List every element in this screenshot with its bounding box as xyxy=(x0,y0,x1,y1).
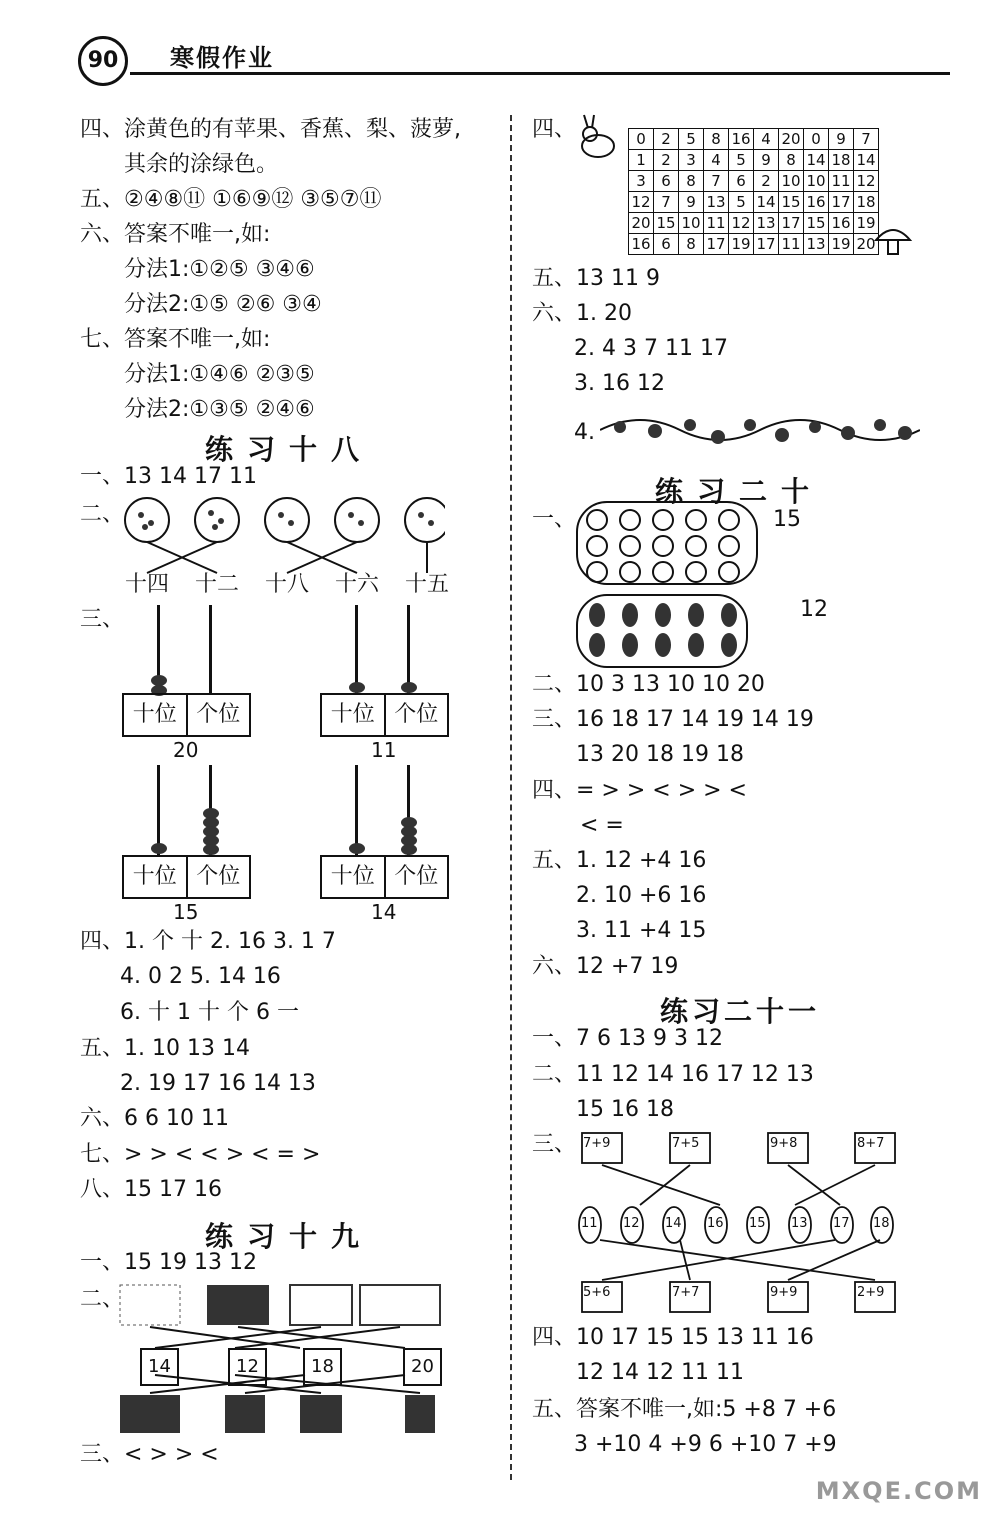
maze-cell: 5 xyxy=(679,129,704,150)
ex18-answer-6: 六、6 6 10 11 xyxy=(80,1106,229,1131)
answer-6-method1: 分法1:①②⑤ ③④⑥ xyxy=(124,257,315,282)
maze-cell: 10 xyxy=(679,213,704,234)
section-title-19: 练习十九 xyxy=(205,1220,374,1253)
rabbit-bottom-1: 5+6 xyxy=(583,1285,611,1300)
rabbit-top-4: 8+7 xyxy=(857,1136,885,1151)
maze-cell: 14 xyxy=(804,150,829,171)
plate-label-3: 十八 xyxy=(265,572,310,597)
abacus-value: 20 xyxy=(173,738,199,762)
maze-cell: 15 xyxy=(804,213,829,234)
ex21-answer-2-line2: 15 16 18 xyxy=(576,1097,674,1122)
carrot-8: 18 xyxy=(873,1216,890,1231)
maze-cell: 18 xyxy=(854,192,879,213)
carrot-5: 15 xyxy=(749,1216,766,1231)
rabbit-bottom-2: 7+7 xyxy=(672,1285,700,1300)
maze-cell: 9 xyxy=(754,150,779,171)
maze-cell: 2 xyxy=(654,150,679,171)
maze-cell: 2 xyxy=(654,129,679,150)
maze-cell: 7 xyxy=(654,192,679,213)
ex20-answer-4-line2: < = xyxy=(580,813,624,838)
ex20-answer-5-line2: 2. 10 +6 16 xyxy=(576,883,707,908)
maze-cell: 13 xyxy=(804,234,829,255)
maze-cell: 15 xyxy=(654,213,679,234)
abacus-bead xyxy=(401,682,417,693)
maze-cell: 19 xyxy=(729,234,754,255)
maze-cell: 11 xyxy=(704,213,729,234)
rabbit-icon xyxy=(568,112,628,164)
maze-cell: 0 xyxy=(629,129,654,150)
maze-cell: 17 xyxy=(779,213,804,234)
maze-cell: 3 xyxy=(679,150,704,171)
ex20-answer-4-line1: 四、= > > < > > < xyxy=(532,778,747,803)
maze-cell: 5 xyxy=(729,150,754,171)
ex19-answer-2: 二、 xyxy=(80,1287,125,1312)
ones-label: 个位 xyxy=(186,857,250,897)
tens-label: 十位 xyxy=(330,702,375,727)
ex18-answer-2: 二、 xyxy=(80,502,125,527)
ex18-answer-4-line2: 4. 0 2 5. 14 16 xyxy=(120,964,281,989)
abacus-bead xyxy=(401,844,417,855)
carrot-1: 11 xyxy=(581,1216,598,1231)
ex21-answer-4-line2: 12 14 12 11 11 xyxy=(576,1360,744,1385)
maze-cell: 0 xyxy=(804,129,829,150)
abacus-board xyxy=(320,855,449,899)
maze-cell: 13 xyxy=(754,213,779,234)
abacus-bead xyxy=(349,682,365,693)
maze-cell: 16 xyxy=(804,192,829,213)
maze-cell: 12 xyxy=(629,192,654,213)
ones-label: 个位 xyxy=(384,857,448,897)
maze-cell: 8 xyxy=(679,171,704,192)
rabbit-top-2: 7+5 xyxy=(672,1136,700,1151)
maze-cell: 14 xyxy=(754,192,779,213)
answer-6-right-2: 2. 4 3 7 11 17 xyxy=(574,336,728,361)
ex21-answer-5-line1: 五、答案不唯一,如:5 +8 7 +6 xyxy=(532,1397,837,1422)
rabbits-carrots-matching-figure xyxy=(570,1125,900,1320)
apples-and-corn-figure xyxy=(575,500,760,670)
answer-7-method1: 分法1:①④⑥ ②③⑤ xyxy=(124,362,315,387)
ex18-answer-7: 七、> > < < > < = > xyxy=(80,1142,321,1167)
count-box-3: 18 xyxy=(303,1348,342,1386)
maze-cell: 14 xyxy=(854,150,879,171)
maze-cell: 16 xyxy=(629,234,654,255)
maze-cell: 10 xyxy=(804,171,829,192)
watermark: MXQE.COM xyxy=(815,1477,982,1505)
maze-cell: 16 xyxy=(729,129,754,150)
ex18-answer-3: 三、 xyxy=(80,607,125,632)
ex20-answer-3-line1: 三、16 18 17 14 19 14 19 xyxy=(532,707,814,732)
maze-cell: 10 xyxy=(779,171,804,192)
rabbit-bottom-3: 9+9 xyxy=(770,1285,798,1300)
abacus-bead xyxy=(349,843,365,854)
page-number: 90 xyxy=(78,36,128,86)
abacus-rod xyxy=(355,605,358,693)
ex20-answer-1: 一、 xyxy=(532,507,577,532)
maze-cell: 2 xyxy=(754,171,779,192)
maze-cell: 13 xyxy=(704,192,729,213)
maze-cell: 18 xyxy=(829,150,854,171)
number-maze-grid xyxy=(628,128,879,255)
maze-row xyxy=(629,129,879,150)
answer-6-method2: 分法2:①⑤ ②⑥ ③④ xyxy=(124,292,322,317)
maze-cell: 12 xyxy=(854,171,879,192)
ones-label: 个位 xyxy=(384,695,448,735)
abacus-value: 11 xyxy=(371,738,397,762)
abacus-value: 15 xyxy=(173,900,199,924)
answer-6-right-4: 4. xyxy=(574,420,595,445)
answer-6-right-1: 六、1. 20 xyxy=(532,301,632,326)
maze-cell: 8 xyxy=(704,129,729,150)
maze-cell: 19 xyxy=(829,234,854,255)
maze-cell: 17 xyxy=(704,234,729,255)
ex20-answer-5-line3: 3. 11 +4 15 xyxy=(576,918,707,943)
maze-cell: 11 xyxy=(829,171,854,192)
answer-5: 五、②④⑧⑪ ①⑥⑨⑫ ③⑤⑦⑪ xyxy=(80,187,382,212)
plate-label-2: 十二 xyxy=(195,572,240,597)
tens-label: 十位 xyxy=(132,702,177,727)
ex18-answer-4-line1: 四、1. 个 十 2. 16 3. 1 7 xyxy=(80,929,336,954)
maze-row xyxy=(629,192,879,213)
plate-label-4: 十六 xyxy=(335,572,380,597)
abacus-bead xyxy=(203,844,219,855)
abacus-board xyxy=(122,855,251,899)
maze-row xyxy=(629,171,879,192)
answer-4-line2: 其余的涂绿色。 xyxy=(124,152,279,177)
answer-4-right: 四、 xyxy=(532,117,577,142)
answer-5-right: 五、13 11 9 xyxy=(532,266,660,291)
maze-cell: 11 xyxy=(779,234,804,255)
answer-4-line1: 四、涂黄色的有苹果、香蕉、梨、菠萝, xyxy=(80,117,461,142)
abacus-board xyxy=(122,693,251,737)
maze-row xyxy=(629,234,879,255)
answer-7: 七、答案不唯一,如: xyxy=(80,327,271,352)
ex18-answer-1: 一、13 14 17 11 xyxy=(80,464,257,489)
carrot-6: 13 xyxy=(791,1216,808,1231)
carrot-7: 17 xyxy=(833,1216,850,1231)
ex18-answer-5-line2: 2. 19 17 16 14 13 xyxy=(120,1071,316,1096)
mushroom-icon xyxy=(868,220,918,260)
maze-cell: 8 xyxy=(779,150,804,171)
maze-cell: 9 xyxy=(829,129,854,150)
maze-cell: 16 xyxy=(829,213,854,234)
maze-cell: 6 xyxy=(654,171,679,192)
maze-cell: 4 xyxy=(704,150,729,171)
ex19-answer-1: 一、15 19 13 12 xyxy=(80,1250,257,1275)
ex20-answer-5-line1: 五、1. 12 +4 16 xyxy=(532,848,707,873)
carrot-3: 14 xyxy=(665,1216,682,1231)
ex18-answer-5-line1: 五、1. 10 13 14 xyxy=(80,1036,250,1061)
maze-cell: 19 xyxy=(854,213,879,234)
maze-row xyxy=(629,213,879,234)
maze-cell: 8 xyxy=(679,234,704,255)
answer-6: 六、答案不唯一,如: xyxy=(80,222,271,247)
maze-cell: 17 xyxy=(829,192,854,213)
maze-cell: 7 xyxy=(704,171,729,192)
section-title-18: 练习十八 xyxy=(205,433,374,466)
maze-cell: 1 xyxy=(629,150,654,171)
ex20-answer-2: 二、10 3 13 10 10 20 xyxy=(532,672,765,697)
maze-cell: 7 xyxy=(854,129,879,150)
maze-cell: 6 xyxy=(654,234,679,255)
maze-cell: 17 xyxy=(754,234,779,255)
ex19-answer-3: 三、< > > < xyxy=(80,1442,219,1467)
answer-7-method2: 分法2:①③⑤ ②④⑥ xyxy=(124,397,315,422)
count-box-1: 14 xyxy=(140,1348,179,1386)
abacus-bead xyxy=(151,843,167,854)
section-title-21: 练习二十一 xyxy=(660,995,821,1028)
ex21-answer-5-line2: 3 +10 4 +9 6 +10 7 +9 xyxy=(574,1432,837,1457)
maze-cell: 20 xyxy=(629,213,654,234)
maze-cell: 12 xyxy=(729,213,754,234)
tens-label: 十位 xyxy=(132,864,177,889)
maze-cell: 9 xyxy=(679,192,704,213)
maze-row xyxy=(629,150,879,171)
tens-label: 十位 xyxy=(330,864,375,889)
plate-label-1: 十四 xyxy=(125,572,170,597)
rabbit-top-3: 9+8 xyxy=(770,1136,798,1151)
maze-cell: 4 xyxy=(754,129,779,150)
apple-count: 15 xyxy=(773,507,801,532)
corn-count: 12 xyxy=(800,597,828,622)
maze-cell: 20 xyxy=(854,234,879,255)
page-header xyxy=(70,30,950,85)
count-box-4: 20 xyxy=(403,1348,442,1386)
ex18-answer-8: 八、15 17 16 xyxy=(80,1177,222,1202)
answer-6-right-3: 3. 16 12 xyxy=(574,371,665,396)
maze-cell: 3 xyxy=(629,171,654,192)
section-title-20: 练习二十 xyxy=(655,475,824,508)
ex18-answer-4-line3: 6. 十 1 十 个 6 一 xyxy=(120,1000,299,1025)
abacus-value: 14 xyxy=(371,900,397,924)
rabbit-top-1: 7+9 xyxy=(583,1136,611,1151)
abacus-rod xyxy=(355,765,358,855)
abacus-rod xyxy=(407,605,410,693)
column-divider xyxy=(510,115,512,1480)
carrot-4: 16 xyxy=(707,1216,724,1231)
carrot-2: 12 xyxy=(623,1216,640,1231)
plate-label-5: 十五 xyxy=(405,572,450,597)
abacus-board xyxy=(320,693,449,737)
maze-cell: 15 xyxy=(779,192,804,213)
abacus-rod xyxy=(157,765,160,855)
header-rule xyxy=(130,72,950,75)
maze-cell: 5 xyxy=(729,192,754,213)
lantern-string-figure xyxy=(600,405,920,455)
ex20-answer-6: 六、12 +7 19 xyxy=(532,954,679,979)
ex21-answer-1: 一、7 6 13 9 3 12 xyxy=(532,1026,723,1051)
page-title: 寒假作业 xyxy=(170,44,274,72)
maze-cell: 6 xyxy=(729,171,754,192)
maze-cell: 20 xyxy=(779,129,804,150)
ex20-answer-3-line2: 13 20 18 19 18 xyxy=(576,742,744,767)
count-box-2: 12 xyxy=(228,1348,267,1386)
ex21-answer-3: 三、 xyxy=(532,1132,577,1157)
ones-label: 个位 xyxy=(186,695,250,735)
abacus-rod xyxy=(209,605,212,693)
ex21-answer-2-line1: 二、11 12 14 16 17 12 13 xyxy=(532,1062,814,1087)
ex21-answer-4-line1: 四、10 17 15 15 13 11 16 xyxy=(532,1325,814,1350)
rabbit-bottom-4: 2+9 xyxy=(857,1285,885,1300)
